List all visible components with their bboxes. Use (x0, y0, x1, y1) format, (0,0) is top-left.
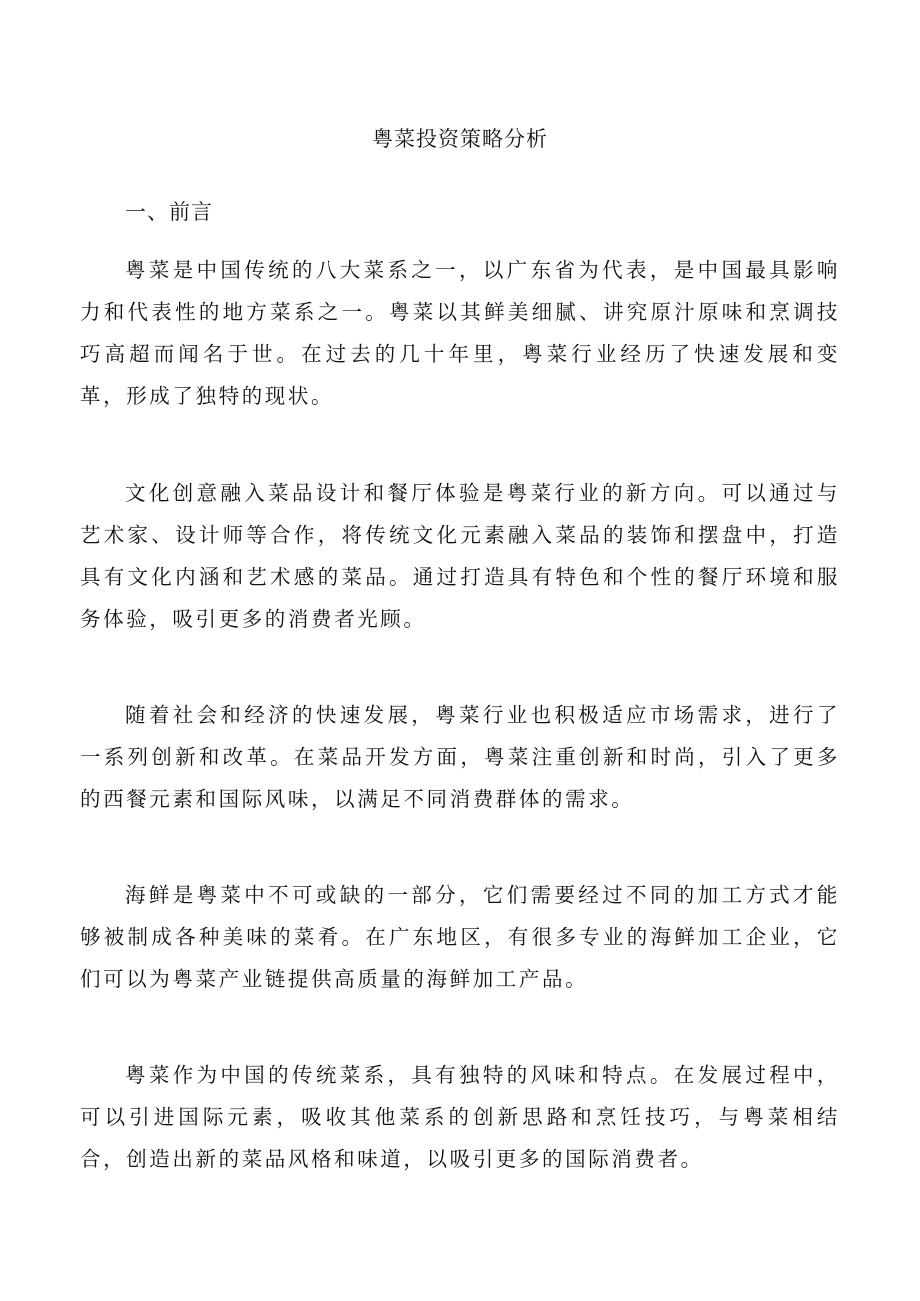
paragraph-5: 粤菜作为中国的传统菜系，具有独特的风味和特点。在发展过程中，可以引进国际元素，吸收其他菜系的创新思路和烹饪技巧，与粤菜相结合，创造出新的菜品风格和味道，以吸引更多的国际消费者。 (80, 1063, 840, 1171)
paragraph-2: 文化创意融入菜品设计和餐厅体验是粤菜行业的新方向。可以通过与艺术家、设计师等合作，将传统文化元素融入菜品的装饰和摆盘中，打造具有文化内涵和艺术感的菜品。通过打造具有特色和个性的餐厅环境和服务体验，吸引更多的消费者光顾。 (80, 481, 840, 631)
section-heading: 一、前言 (125, 200, 213, 224)
document-title: 粤菜投资策略分析 (372, 127, 548, 151)
paragraph-3: 随着社会和经济的快速发展，粤菜行业也积极适应市场需求，进行了一系列创新和改革。在菜品开发方面，粤菜注重创新和时尚，引入了更多的西餐元素和国际风味，以满足不同消费群体的需求。 (80, 703, 840, 811)
paragraph-4: 海鲜是粤菜中不可或缺的一部分，它们需要经过不同的加工方式才能够被制成各种美味的菜肴。在广东地区，有很多专业的海鲜加工企业，它们可以为粤菜产业链提供高质量的海鲜加工产品。 (80, 883, 840, 991)
paragraph-1: 粤菜是中国传统的八大菜系之一，以广东省为代表，是中国最具影响力和代表性的地方菜系之一。粤菜以其鲜美细腻、讲究原汁原味和烹调技巧高超而闻名于世。在过去的几十年里，粤菜行业经历了快速发展和变革，形成了独特的现状。 (80, 258, 840, 408)
